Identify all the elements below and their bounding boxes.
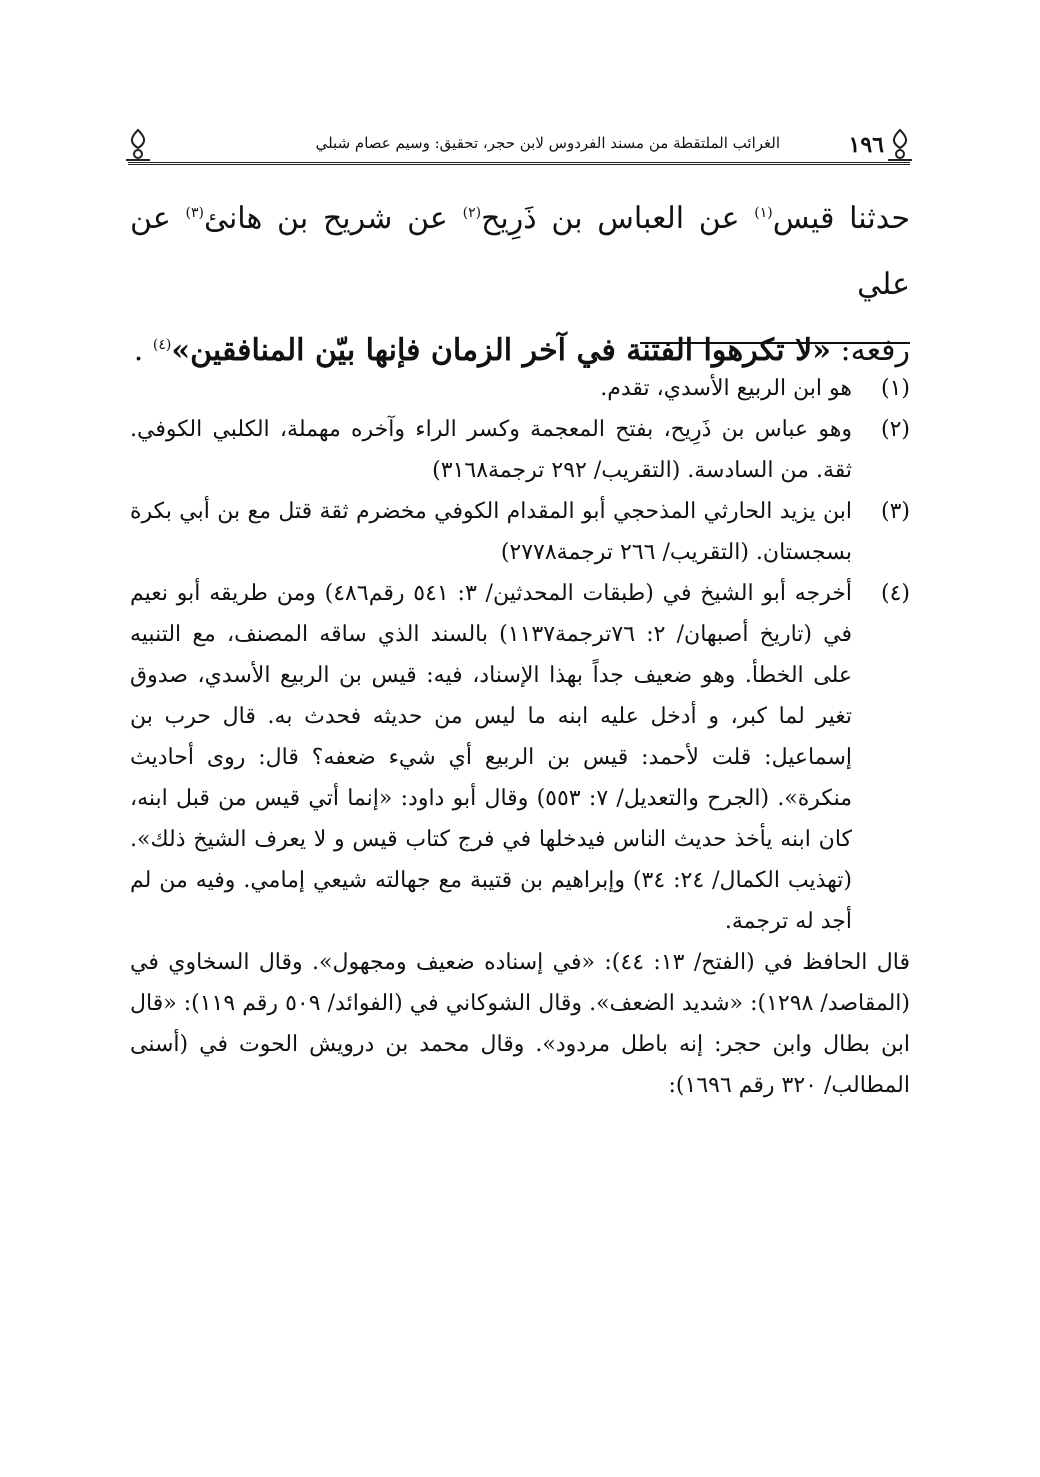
footnote	[130, 573, 910, 942]
footnote-number: (٤)	[880, 581, 910, 606]
footnote	[130, 368, 910, 409]
page-number: ١٩٦	[848, 132, 884, 158]
footnote-ref[interactable]: (٢)	[462, 205, 482, 221]
footnote-text: أخرجه أبو الشيخ في (طبقات المحدثين/ ٣: ٥٤١ رقم٤٨٦) ومن طريقه أبو نعيم في (تاريخ أصبهان/ ٢: ٧٦ترجمة١١٣٧) بالسند الذي ساقه المصنف، مع التنبيه على الخطأ. وهو ضعيف جداً بهذا الإسناد، فيه: قيس بن الربيع الأسدي، صدوق تغير لما كبر، و أدخل عليه ابنه ما ليس من حديثه فحدث به. قال حرب بن إسماعيل: قلت لأحمد: قيس بن الربيع أي شيء ضعفه؟ قال: روى أحاديث منكرة». (الجرح والتعديل/ ٧: ٥٥٣) وقال أبو داود: «إنما أتي قيس من قبل ابنه، كان ابنه يأخذ حديث الناس فيدخلها في فرج كتاب قيس و لا يعرف الشيخ ذلك». (تهذيب الكمال/ ٢٤: ٣٤) وإبراهيم بن قتيبة مع جهالته شيعي إمامي. وفيه من لم أجد له ترجمة.	[130, 581, 853, 934]
footnote-number: (١)	[880, 376, 910, 401]
main-text	[130, 186, 910, 384]
footnote-ref[interactable]: (١)	[754, 205, 773, 221]
footnote-number: (٣)	[880, 499, 910, 524]
footnote	[130, 409, 910, 491]
ornament-icon	[124, 128, 152, 162]
ornament-icon	[886, 128, 914, 162]
main-line: رفعه: «لا تكرهوا الفتنة في آخر الزمان فإنها بيّن المنافقين»$^{(٤)}$ .	[133, 333, 910, 368]
footnote-ref[interactable]: (٤)	[152, 337, 172, 353]
footnote-text: هو ابن الربيع الأسدي، تقدم.	[600, 376, 852, 401]
hadith-text: «لا تكرهوا الفتنة في آخر الزمان فإنها بيّن المنافقين»	[171, 333, 831, 368]
footnote-text: وهو عباس بن ذَرِيح، بفتح المعجمة وكسر الراء وآخره مهملة، الكلبي الكوفي. ثقة. من السادسة. (التقريب/ ٢٩٢ ترجمة٣١٦٨)	[130, 417, 852, 483]
page-header	[128, 128, 910, 168]
footnote-text: ابن يزيد الحارثي المذحجي أبو المقدام الكوفي مخضرم ثقة قتل مع بن أبي بكرة بسجستان. (التقريب/ ٢٦٦ ترجمة٢٧٧٨)	[130, 499, 852, 565]
main-line: حدثنا قيس$^{(١)}$ عن العباس بن ذَرِيح$^{(٢)}$ عن شريح بن هانئ$^{(٣)}$ عن علي	[130, 201, 910, 302]
running-title: الغرائب الملتقطة من مسند الفردوس لابن حجر، تحقيق: وسيم عصام شبلي	[315, 134, 780, 152]
footnote-continuation: قال الحافظ في (الفتح/ ١٣: ٤٤): «في إسناده ضعيف ومجهول». وقال السخاوي في (المقاصد/ ١٢٩٨): «شديد الضعف». وقال الشوكاني في (الفوائد/ ٥٠٩ رقم ١١٩): «قال ابن بطال وابن حجر: إنه باطل مردود». وقال محمد بن درويش الحوت في (أسنى المطالب/ ٣٢٠ رقم ١٦٩٦):	[130, 950, 911, 1098]
footnote-ref[interactable]: (٣)	[185, 205, 204, 221]
header-rule	[128, 162, 910, 165]
footnotes	[130, 368, 910, 1106]
footnote	[130, 491, 910, 573]
footnote-divider	[640, 342, 910, 344]
footnote-number: (٢)	[880, 417, 910, 442]
